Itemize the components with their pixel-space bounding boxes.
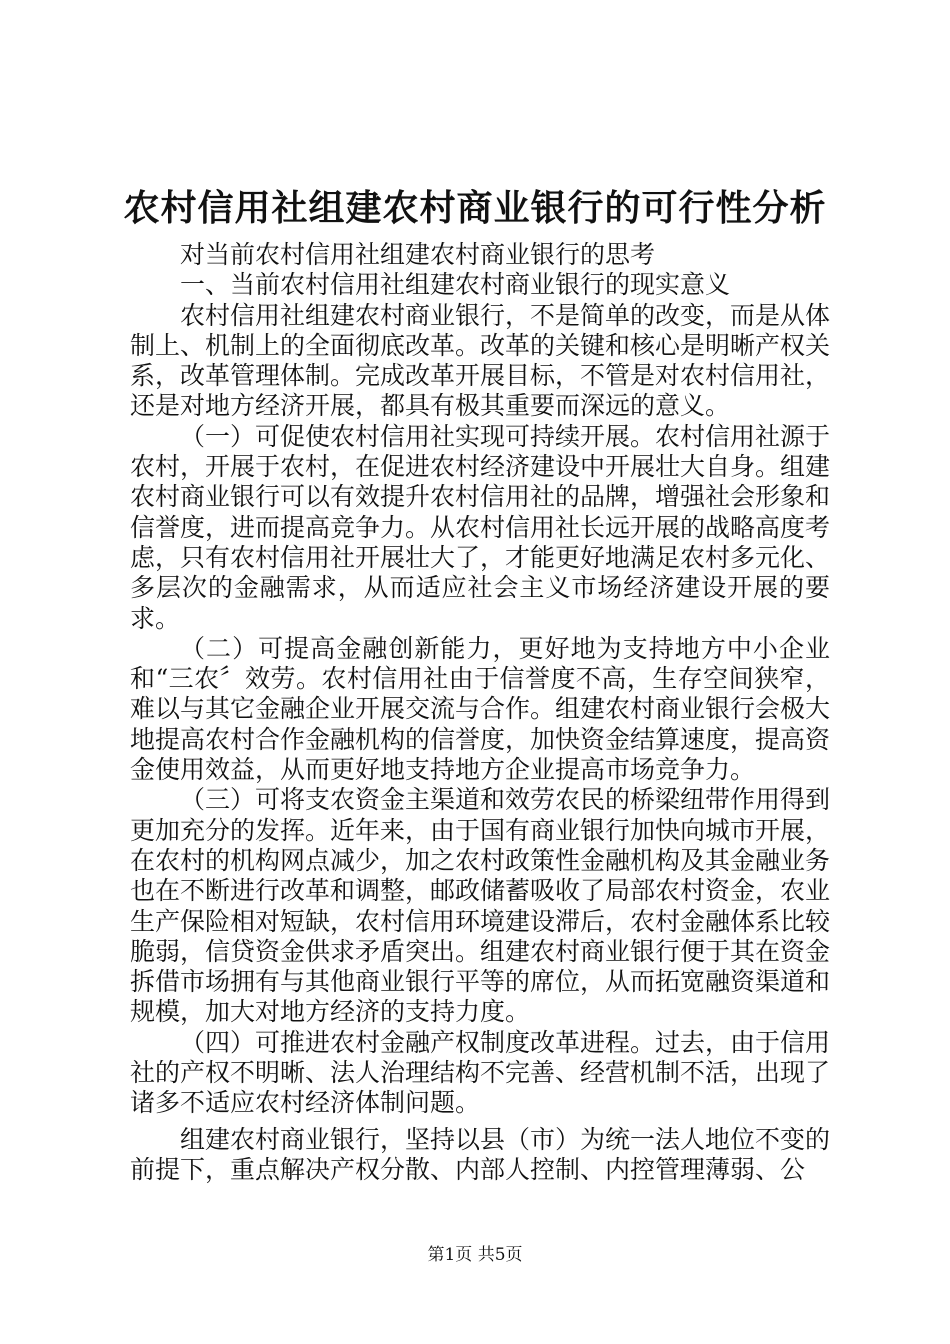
paragraph-subtitle: 对当前农村信用社组建农村商业银行的思考 xyxy=(180,240,656,269)
paragraph-continuation: 组建农村商业银行，坚持以县（市）为统一法人地位不变的前提下，重点解决产权分散、内部人控制、内控管理薄弱、公 xyxy=(130,1124,831,1184)
paragraph-section-heading: 一、当前农村信用社组建农村商业银行的现实意义 xyxy=(180,270,731,300)
document-title: 农村信用社组建农村商业银行的可行性分析 xyxy=(123,187,827,229)
paragraph-intro: 农村信用社组建农村商业银行，不是简单的改变，而是从体制上、机制上的全面彻底改革。改革的关键和核心是明晰产权关系，改革管理体制。完成改革开展目标，不管是对农村信用社，还是对地方经济开展，都具有极其重要而深远的意义。 xyxy=(130,300,831,421)
document-body xyxy=(130,240,830,1185)
paragraph-point-4: （四）可推进农村金融产权制度改革进程。过去，由于信用社的产权不明晰、法人治理结构不完善、经营机制不活，出现了诸多不适应农村经济体制问题。 xyxy=(130,1027,831,1118)
paragraph-point-3: （三）可将支农资金主渠道和效劳农民的桥梁纽带作用得到更加充分的发挥。近年来，由于国有商业银行加快向城市开展，在农村的机构网点减少，加之农村政策性金融机构及其金融业务也在不断进行改革和调整，邮政储蓄吸收了局部农村资金，农业生产保险相对短缺，农村信用环境建设滞后，农村金融体系比较脆弱，信贷资金供求矛盾突出。组建农村商业银行便于其在资金拆借市场拥有与其他商业银行平等的席位，从而拓宽融资渠道和规模，加大对地方经济的支持力度。 xyxy=(130,785,831,1027)
page-number-footer: 第1页 共5页 xyxy=(427,1245,523,1265)
paragraph-point-1: （一）可促使农村信用社实现可持续开展。农村信用社源于农村，开展于农村，在促进农村经济建设中开展壮大自身。组建农村商业银行可以有效提升农村信用社的品牌，增强社会形象和信誉度，进而提高竞争力。从农村信用社长远开展的战略高度考虑，只有农村信用社开展壮大了，才能更好地满足农村多元化、多层次的金融需求，从而适应社会主义市场经济建设开展的要求。 xyxy=(130,421,831,633)
paragraph-point-2: （二）可提高金融创新能力，更好地为支持地方中小企业和“三农〞效劳。农村信用社由于信誉度不高，生存空间狭窄，难以与其它金融企业开展交流与合作。组建农村商业银行会极大地提高农村合作金融机构的信誉度，加快资金结算速度，提高资金使用效益，从而更好地支持地方企业提高市场竞争力。 xyxy=(130,633,831,785)
